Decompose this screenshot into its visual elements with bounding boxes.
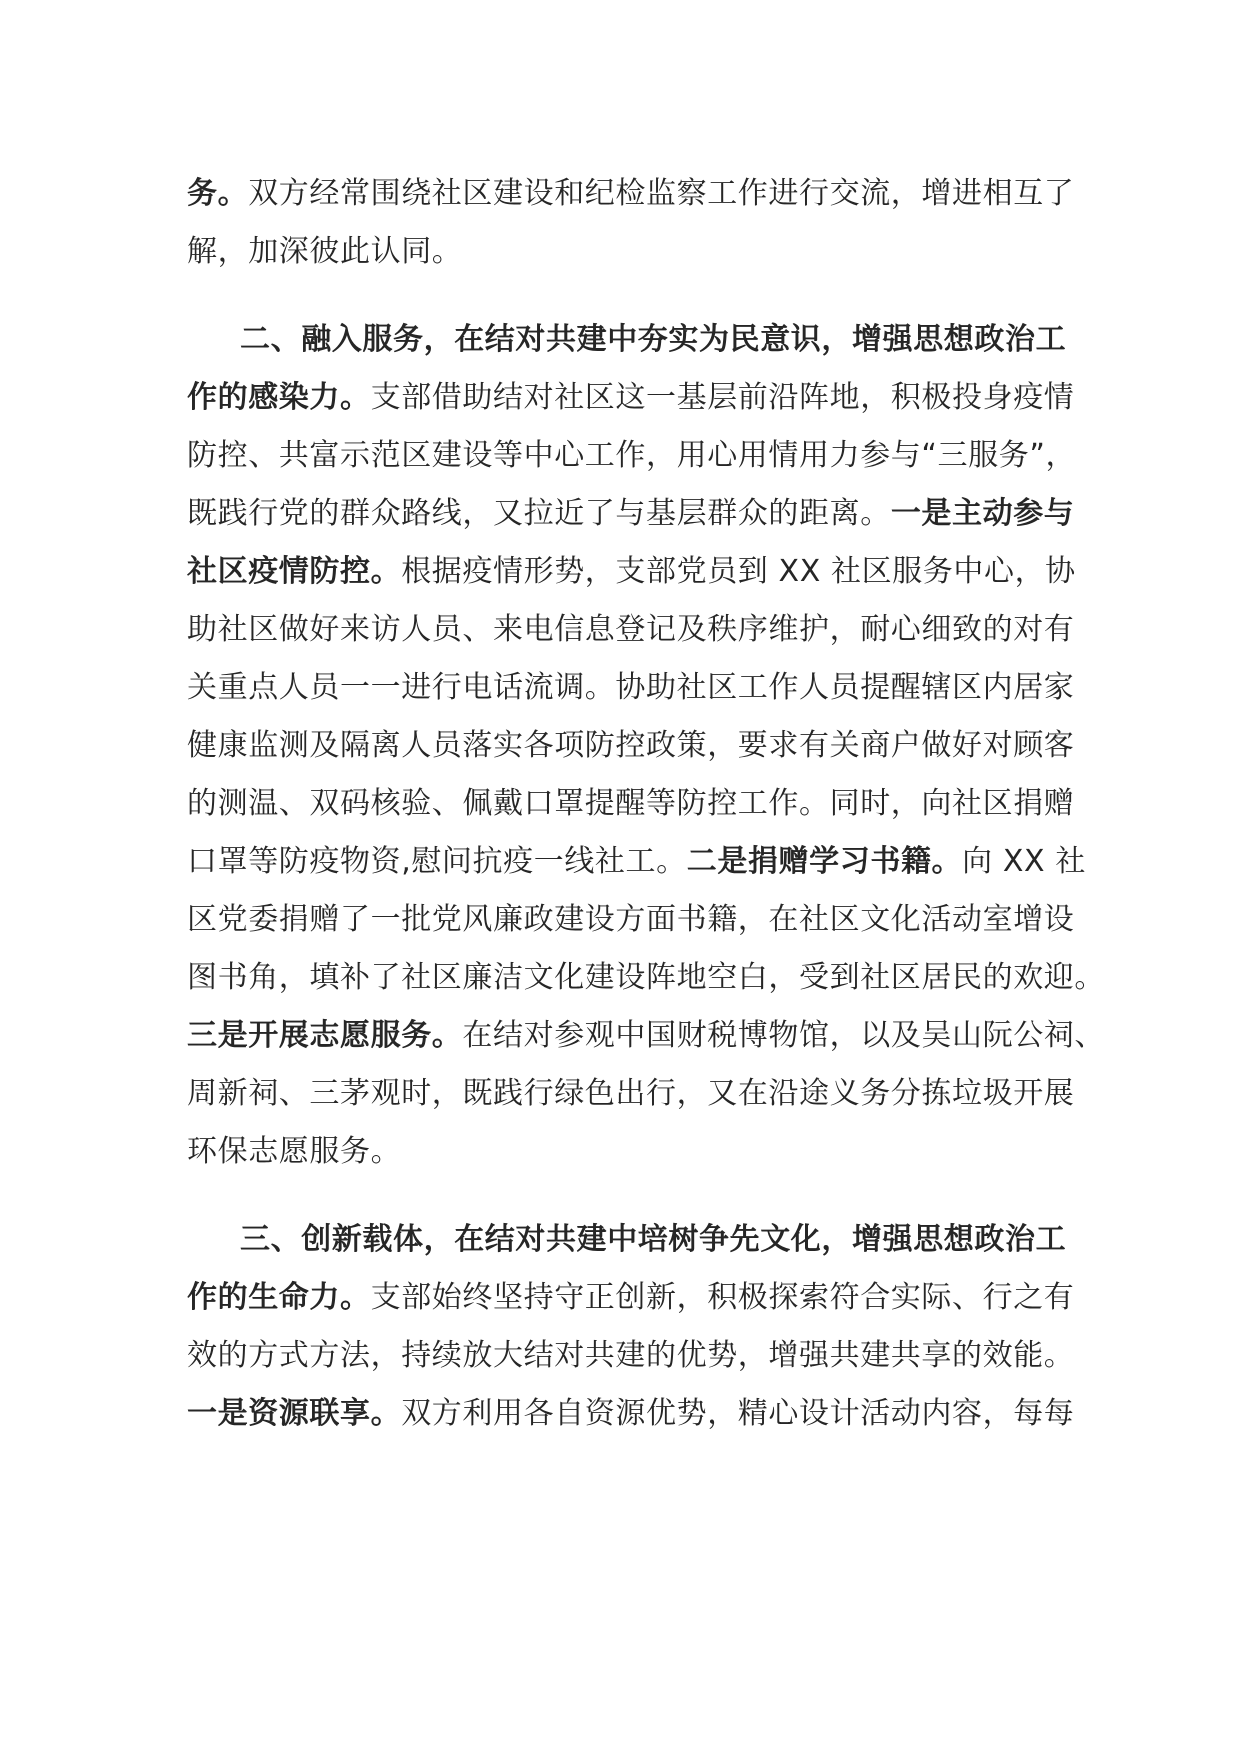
paragraph-line (187, 1392, 1074, 1436)
bold-run: 二是捐赠学习书籍。 (686, 844, 963, 879)
section-heading-line (240, 1218, 1066, 1262)
text-run: 关重点人员一一进行电话流调。协助社区工作人员提醒辖区内居家 (187, 670, 1075, 705)
text-run: 健康监测及隔离人员落实各项防控政策，要求有关商户做好对顾客 (187, 728, 1075, 763)
bold-run: 一是主动参与 (890, 496, 1075, 531)
paragraph-line (187, 550, 1076, 594)
section-heading-line (240, 318, 1066, 362)
text-run: 周新祠、三茅观时，既践行绿色出行，又在沿途义务分拣垃圾开展 (187, 1076, 1075, 1111)
paragraph-line (187, 608, 1074, 652)
text-run: 在结对参观中国财税博物馆，以及吴山阮公祠、 (462, 1018, 1106, 1053)
text-run: 双方利用各自资源优势，精心设计活动内容，每每 (401, 1396, 1075, 1431)
paragraph-line (187, 1130, 401, 1174)
paragraph-line (187, 172, 1074, 216)
paragraph-line (187, 376, 1074, 420)
text-run: 既践行党的群众路线，又拉近了与基层群众的距离。 (187, 496, 891, 531)
paragraph-line (187, 434, 1076, 478)
bold-run: 务。 (187, 176, 249, 211)
text-run: 口罩等防疫物资,慰问抗疫一线社工。 (187, 844, 687, 879)
paragraph-line (187, 492, 1074, 536)
paragraph-line (187, 1014, 1105, 1058)
bold-run: 作的生命力。 (187, 1280, 371, 1315)
text-run: 助社区做好来访人员、来电信息登记及秩序维护，耐心细致的对有 (187, 612, 1075, 647)
text-run: 区党委捐赠了一批党风廉政建设方面书籍，在社区文化活动室增设 (187, 902, 1075, 937)
text-run: 支部借助结对社区这一基层前沿阵地，积极投身疫情 (370, 380, 1075, 415)
paragraph-line (187, 666, 1074, 710)
text-run: 的测温、双码核验、佩戴口罩提醒等防控工作。同时，向社区捐赠 (187, 786, 1075, 821)
text-run: 根据疫情形势，支部党员到 XX 社区服务中心，协 (401, 554, 1076, 589)
text-run: 环保志愿服务。 (187, 1134, 402, 1169)
text-run: 图书角，填补了社区廉洁文化建设阵地空白，受到社区居民的欢迎。 (187, 960, 1105, 995)
text-run: 支部始终坚持守正创新，积极探索符合实际、行之有 (370, 1280, 1075, 1315)
text-run: 解，加深彼此认同。 (187, 234, 463, 269)
paragraph-line (187, 230, 462, 274)
bold-run: 一是资源联享。 (187, 1396, 402, 1431)
paragraph-line (187, 840, 1086, 884)
paragraph-line (187, 782, 1074, 826)
paragraph-line (187, 898, 1074, 942)
paragraph-line (187, 1072, 1074, 1116)
bold-run: 作的感染力。 (187, 380, 371, 415)
paragraph-line (187, 1276, 1074, 1320)
paragraph-line (187, 956, 1105, 1000)
bold-run: 三是开展志愿服务。 (187, 1018, 463, 1053)
bold-run: 三、创新载体，在结对共建中培树争先文化，增强思想政治工 (240, 1222, 1067, 1257)
text-run: 向 XX 社 (962, 844, 1086, 879)
text-run: 效的方式方法，持续放大结对共建的优势，增强共建共享的效能。 (187, 1338, 1075, 1373)
bold-run: 二、融入服务，在结对共建中夯实为民意识，增强思想政治工 (240, 322, 1067, 357)
text-run: 防控、共富示范区建设等中心工作，用心用情用力参与“三服务”， (187, 438, 1077, 473)
paragraph-line (187, 724, 1074, 768)
text-run: 双方经常围绕社区建设和纪检监察工作进行交流，增进相互了 (248, 176, 1075, 211)
paragraph-line (187, 1334, 1074, 1378)
bold-run: 社区疫情防控。 (187, 554, 402, 589)
